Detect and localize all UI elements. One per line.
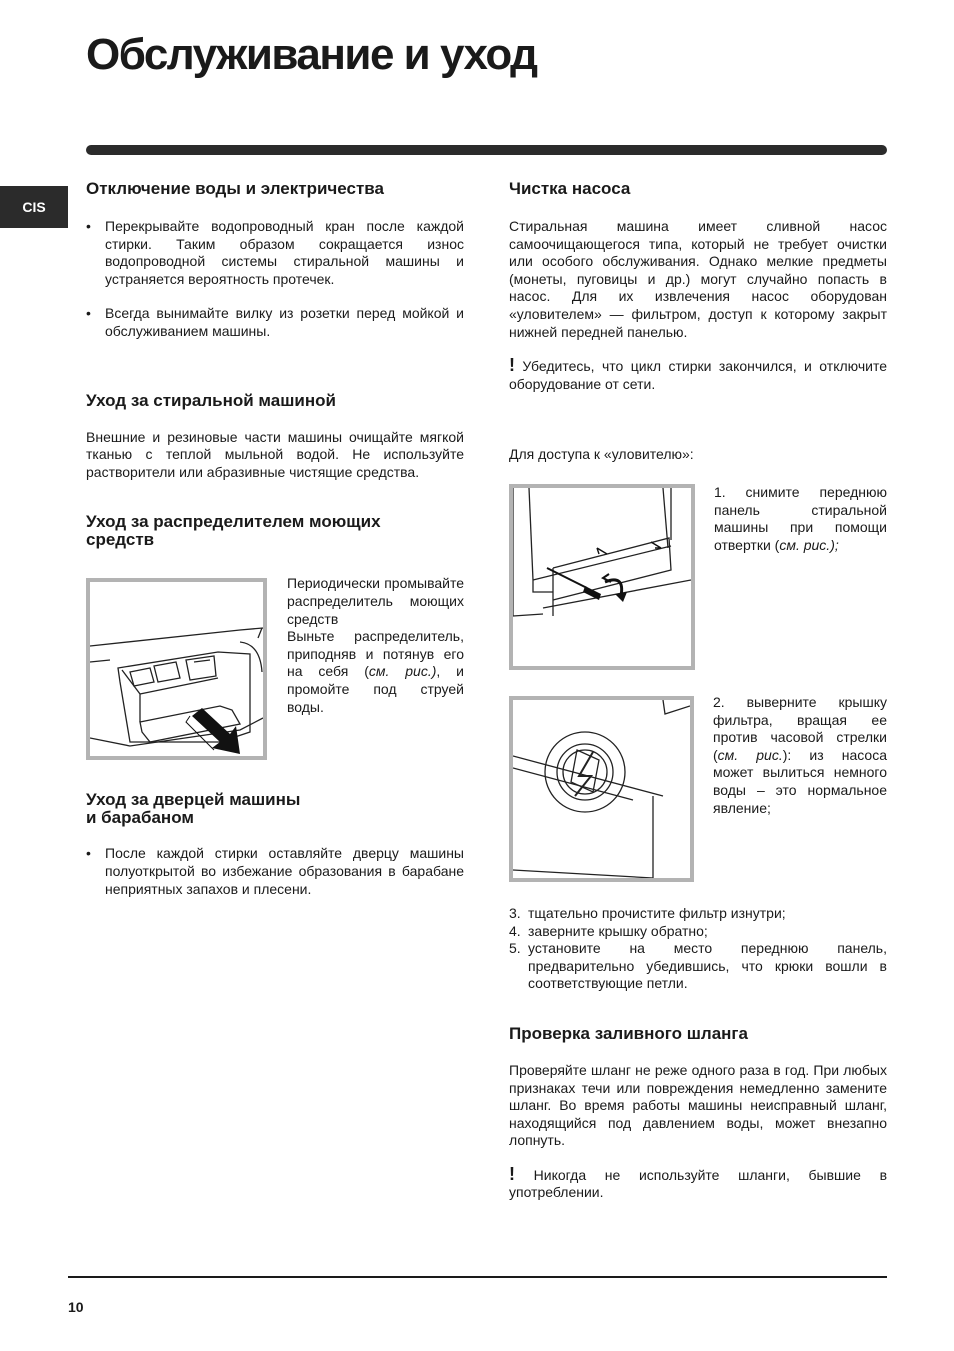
pump-cleaning-heading: Чистка насоса [509,179,631,198]
dispenser-text-b: Выньте распределитель, приподняв и потянув его на себя (см. рис.), и промойте под струей воды. [287,628,464,715]
list-item: 3. тщательно прочистите фильтр изнутри; [509,904,786,921]
step1-block [509,484,887,670]
water-electricity-heading: Отключение воды и электричества [86,179,384,198]
right-column [509,180,887,1202]
filter-access-intro: Для доступа к «уловителю»: [509,446,694,463]
dispenser-instructions [287,575,464,760]
left-column [86,180,464,898]
filter-cap-illustration [513,700,690,878]
dispenser-figure [86,578,267,760]
title-rule [86,145,887,155]
pump-warning: ! Убедитесь, что цикл стирки закончился, и отключите оборудование от сети. [509,355,887,392]
front-panel-figure [509,484,695,670]
page-title: Обслуживание и уход [86,30,537,79]
dispenser-care-heading: Уход за распределителем моющих средств [86,512,381,550]
filter-steps-list [509,905,887,993]
step2-block [509,693,887,882]
footer-rule [68,1276,887,1278]
hose-check-heading: Проверка заливного шланга [509,1023,748,1043]
machine-care-heading: Уход за стиральной машиной [86,390,336,410]
detergent-drawer-illustration [90,582,263,756]
language-tab: CIS [0,186,68,228]
door-drum-list [86,845,464,898]
list-item: 5. установите на место переднюю панель, предварительно убедившись, что крюки вошли в соответствующие петли. [509,940,887,992]
hose-check-text: Проверяйте шланг не реже одного раза в год. При любых признаках течи или повреждения немедленно замените шланг. Во время работы машины неисправный шланг, находящийся под давлением воды, может внезапно лопнуть. [509,1061,887,1149]
page-number: 10 [68,1299,84,1315]
list-item: • Всегда вынимайте вилку из розетки перед мойкой и обслуживанием машины. [86,305,464,340]
step1-text: 1. снимите переднюю панель стиральной машины при помощи отвертки (см. рис.); [714,483,887,553]
list-item: • Перекрывайте водопроводный кран после каждой стирки. Таким образом сокращается износ водопроводной системы стиральной машины и устраняется вероятность протечек. [86,218,464,288]
warning-icon: ! [509,355,515,376]
machine-care-text: Внешние и резиновые части машины очищайте мягкой тканью с теплой мыльной водой. Не используйте растворители или абразивные чистящие средства. [86,428,464,480]
dispenser-block [86,575,464,760]
warning-icon: ! [509,1163,515,1184]
dispenser-text-a: Периодически промывайте распределитель моющих средств [287,575,464,627]
water-electricity-list [86,218,464,341]
door-drum-heading: Уход за дверцей машины и барабаном [86,790,301,828]
front-panel-removal-illustration [513,488,691,666]
pump-cleaning-text: Стиральная машина имеет сливной насос самоочищающегося типа, который не требует очистки или особого обслуживания. Однако мелкие предметы (монеты, пуговицы и др.) могут случайно попасть в насос. Для их извлечения насос оборудован «уловителем» — фильтром, доступ к которому закрыт нижней передней панелью. [509,218,887,340]
list-item: • После каждой стирки оставляйте дверцу машины полуоткрытой во избежание образования в барабане неприятных запахов и плесени. [86,845,464,898]
list-item: 4. заверните крышку обратно; [509,922,708,939]
step2-text: 2. выверните крышку фильтра, вращая ее против часовой стрелки (см. рис.): из насоса может вылиться немного воды – это нормальное явление; [713,693,887,816]
hose-warning: ! Никогда не используйте шланги, бывшие в употреблении. [509,1163,887,1201]
filter-cap-figure [509,696,694,882]
